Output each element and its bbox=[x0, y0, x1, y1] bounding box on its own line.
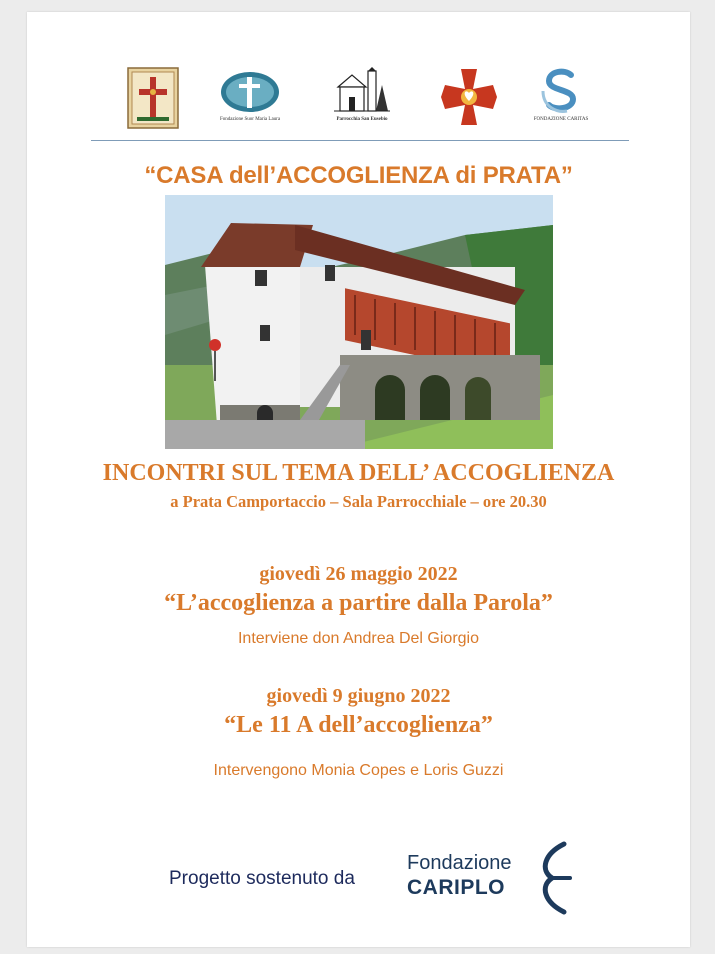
sponsor-text: Progetto sostenuto da bbox=[169, 868, 355, 889]
venue-time-line: a Prata Camportaccio – Sala Parrocchiale – ore 20.30 bbox=[170, 492, 547, 511]
header-divider bbox=[91, 140, 629, 141]
cariplo-logo-mark-icon bbox=[534, 840, 574, 915]
event-2-title: “Le 11 A dell’accoglienza” bbox=[224, 712, 493, 738]
logo-strip bbox=[27, 67, 690, 142]
event-series-title: “CASA dell’ACCOGLIENZA di PRATA” bbox=[144, 162, 573, 189]
parish-emblem-logo bbox=[127, 67, 179, 129]
event-2-date: giovedì 9 giugno 2022 bbox=[266, 685, 451, 707]
event-1-date: giovedì 26 maggio 2022 bbox=[259, 563, 458, 585]
logo-caption-fondazione-caritas: FONDAZIONE CARITAS bbox=[533, 117, 589, 122]
event-2-speaker: Intervengono Monia Copes e Loris Guzzi bbox=[213, 762, 504, 779]
cariplo-brand-line1: Fondazione bbox=[407, 852, 512, 874]
casa-accoglienza-photo bbox=[165, 195, 553, 449]
fondazione-suor-maria-laura-logo bbox=[220, 71, 280, 113]
logo-caption-san-eusebio: Parrocchia San Eusebio bbox=[336, 117, 388, 122]
logo-caption-suor-maria-laura: Fondazione Suor Maria Laura bbox=[219, 117, 281, 122]
cariplo-brand-line2: CARIPLO bbox=[407, 876, 505, 899]
parrocchia-san-eusebio-logo bbox=[332, 67, 392, 115]
series-headline: INCONTRI SUL TEMA DELL’ ACCOGLIENZA bbox=[102, 460, 615, 486]
event-1-speaker: Interviene don Andrea Del Giorgio bbox=[237, 630, 480, 647]
event-1-title: “L’accoglienza a partire dalla Parola” bbox=[164, 590, 553, 616]
caritas-cross-logo bbox=[441, 69, 497, 125]
fondazione-caritas-logo bbox=[537, 67, 585, 115]
flyer-page bbox=[27, 12, 690, 947]
